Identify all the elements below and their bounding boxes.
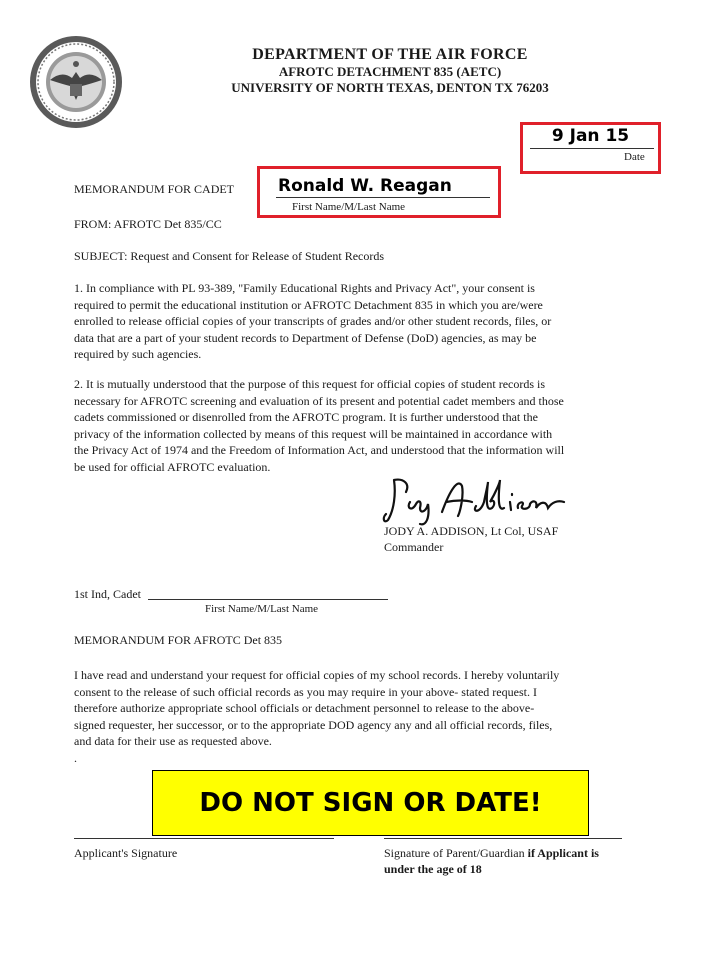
paragraph-1-line: required to permit the educational institution or AFROTC Detachment 835 in which you are/were — [74, 297, 543, 312]
cadet-name-line — [276, 197, 490, 198]
commander-name: JODY A. ADDISON, Lt Col, USAF — [384, 524, 559, 538]
paragraph-2-line: privacy of the information collected by means of this request will be maintained in accordance with — [74, 426, 553, 441]
applicant-signature-line[interactable] — [74, 838, 334, 839]
paragraph-2-line: necessary for AFROTC screening and evaluation of its present and potential cadet members and those — [74, 393, 564, 408]
commander-signature-image — [380, 472, 570, 528]
first-ind-label: 1st Ind, Cadet — [74, 587, 141, 601]
paragraph-1-line: required by such agencies. — [74, 347, 202, 361]
paragraph-1-line: 1. In compliance with PL 93-389, "Family Educational Rights and Privacy Act", your consent is — [74, 281, 535, 295]
paragraph-2-line: cadets commissioned or disenrolled from the AFROTC program. It is further understood that the — [74, 410, 538, 424]
parent-signature-line[interactable] — [384, 838, 622, 839]
parent-signature-text: Signature of Parent/Guardian — [384, 846, 525, 860]
department-of-defense-seal-icon — [28, 34, 124, 130]
university-heading: UNIVERSITY OF NORTH TEXAS, DENTON TX 76203 — [231, 80, 549, 95]
consent-dot: . — [74, 750, 77, 765]
detachment-heading: AFROTC DETACHMENT 835 (AETC) — [278, 64, 502, 79]
consent-line: signed requester, her successor, or to the appropriate DOD agency any and all official records, files, — [74, 717, 553, 732]
applicant-signature-label: Applicant's Signature — [74, 846, 178, 860]
consent-line: and data for their use as requested above. — [74, 734, 272, 748]
commander-title: Commander — [384, 540, 444, 554]
cadet-name-value[interactable]: Ronald W. Reagan — [278, 176, 452, 196]
consent-line: consent to the release of such official records as you may require in your above- stated request. I — [74, 684, 537, 699]
department-heading: DEPARTMENT OF THE AIR FORCE — [252, 46, 528, 63]
parent-signature-label — [384, 846, 599, 861]
paragraph-2-line: the Privacy Act of 1974 and the Freedom of Information Act, and understood that the information will — [74, 443, 565, 457]
consent-line: I have read and understand your request for official copies of my school records. I hereby voluntarily — [74, 668, 560, 682]
consent-line: therefore authorize appropriate school officials or detachment personnel to release to the above- — [74, 701, 535, 715]
paragraph-2-line: be used for official AFROTC evaluation. — [74, 459, 271, 474]
first-ind-caption: First Name/M/Last Name — [205, 603, 319, 615]
memo-for-detachment: MEMORANDUM FOR AFROTC Det 835 — [74, 633, 283, 647]
parent-signature-age: under the age of 18 — [384, 862, 482, 876]
memo-from: FROM: AFROTC Det 835/CC — [74, 217, 222, 231]
consent-paragraph — [74, 667, 654, 766]
date-label: Date — [624, 151, 645, 163]
paragraph-1-line: enrolled to release official copies of your transcripts of grades and/or other student records, files, or — [74, 314, 552, 328]
cadet-name-caption: First Name/M/Last Name — [292, 201, 406, 213]
do-not-sign-warning: DO NOT SIGN OR DATE! — [152, 770, 589, 836]
parent-signature-bold: if Applicant is — [527, 846, 599, 860]
memo-for-cadet-label: MEMORANDUM FOR CADET — [74, 182, 235, 196]
date-line — [530, 148, 654, 149]
paragraph-2-line: 2. It is mutually understood that the purpose of this request for official copies of student records is — [74, 377, 546, 391]
paragraph-2 — [74, 376, 654, 475]
paragraph-1 — [74, 280, 654, 363]
date-value[interactable]: 9 Jan 15 — [551, 126, 630, 146]
paragraph-1-line: data that are a part of your student records to Department of Defense (DoD) agencies, as may be — [74, 330, 537, 345]
memo-subject: SUBJECT: Request and Consent for Release of Student Records — [74, 249, 385, 263]
first-ind-name-line — [148, 599, 388, 600]
